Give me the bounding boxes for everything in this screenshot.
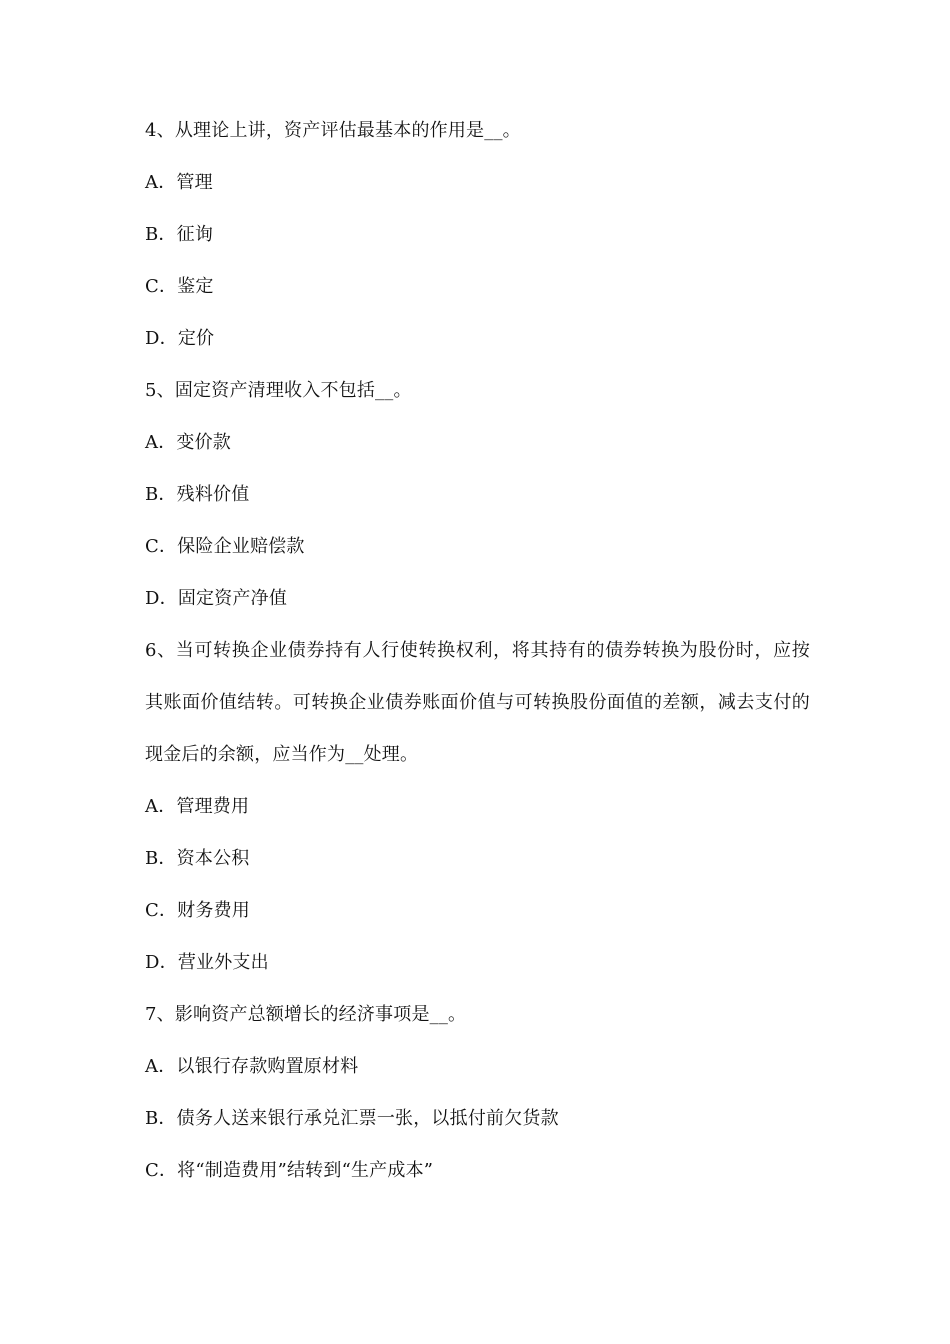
question-stem: 4、从理论上讲，资产评估最基本的作用是__。: [145, 120, 521, 141]
question-7: [145, 1002, 810, 1184]
option-b: B．征询: [145, 224, 214, 245]
option-a: A．管理费用: [145, 796, 250, 817]
option-b: B．债务人送来银行承兑汇票一张，以抵付前欠货款: [145, 1108, 559, 1129]
option-b: B．残料价值: [145, 484, 250, 505]
question-5: [145, 378, 810, 612]
option-c: C．鉴定: [145, 276, 214, 297]
document-body: [145, 118, 810, 1210]
option-c: C．财务费用: [145, 900, 250, 921]
option-d: D．固定资产净值: [145, 588, 288, 609]
question-stem: 6、当可转换企业债券持有人行使转换权利，将其持有的债券转换为股份时，应按其账面价值结转。可转换企业债券账面价值与可转换股份面值的差额，减去支付的现金后的余额，应当作为__处理。: [145, 640, 810, 765]
option-d: D．营业外支出: [145, 952, 269, 973]
question-stem: 7、影响资产总额增长的经济事项是__。: [145, 1004, 467, 1025]
question-stem: 5、固定资产清理收入不包括__。: [145, 380, 412, 401]
option-b: B．资本公积: [145, 848, 250, 869]
option-a: A．变价款: [145, 432, 231, 453]
option-d: D．定价: [145, 328, 215, 349]
option-c: C．将“制造费用”结转到“生产成本”: [145, 1160, 434, 1181]
question-6: [145, 625, 810, 976]
option-a: A．以银行存款购置原材料: [145, 1056, 359, 1077]
option-c: C．保险企业赔偿款: [145, 536, 305, 557]
question-4: [145, 118, 810, 352]
option-a: A．管理: [145, 172, 213, 193]
